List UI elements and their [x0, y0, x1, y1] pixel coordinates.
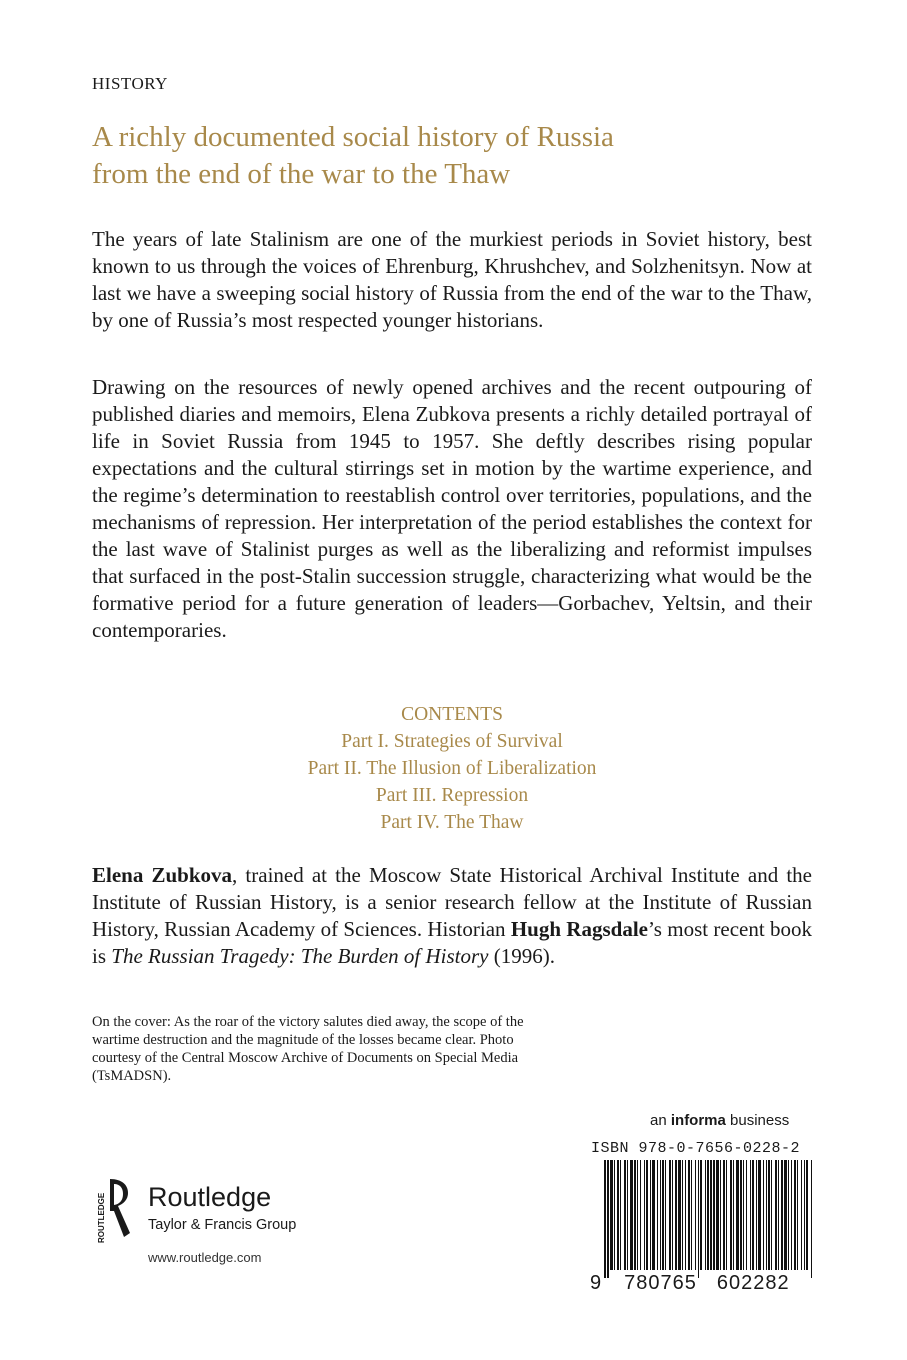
barcode-bar	[801, 1160, 802, 1270]
publisher-group: Taylor & Francis Group	[148, 1217, 297, 1233]
routledge-logo-vertical-text: ROUTLEDGE	[97, 1192, 106, 1243]
barcode-digits-left: 780765	[624, 1272, 697, 1294]
barcode-bar	[752, 1160, 754, 1270]
barcode-bar	[794, 1160, 796, 1270]
translator-bio-text: ’s most recent book is	[92, 917, 812, 968]
barcode-bar	[688, 1160, 690, 1270]
routledge-logo-icon	[96, 1175, 136, 1245]
barcode-bar	[675, 1160, 677, 1270]
publisher-url: www.routledge.com	[148, 1250, 262, 1265]
barcode-bar	[758, 1160, 761, 1270]
barcode-bar	[743, 1160, 744, 1270]
contents-heading: CONTENTS	[401, 704, 503, 725]
barcode-bar	[788, 1160, 789, 1270]
barcode-bar	[750, 1160, 751, 1270]
barcode-bar	[733, 1160, 734, 1270]
barcode-bar	[610, 1160, 613, 1270]
barcode-bar	[672, 1160, 673, 1270]
barcode-bar	[640, 1160, 641, 1270]
headline	[92, 119, 822, 193]
contents-item: Part I. Strategies of Survival	[341, 731, 563, 752]
isbn-text: ISBN 978-0-7656-0228-2	[591, 1140, 801, 1157]
barcode-bar	[620, 1160, 621, 1270]
barcode-bar	[775, 1160, 777, 1270]
barcode-bar	[614, 1160, 615, 1270]
headline-line-2: from the end of the war to the Thaw	[92, 158, 511, 190]
publisher-name: Routledge	[148, 1182, 272, 1212]
book-year: (1996).	[488, 944, 555, 968]
barcode-digit-first: 9	[590, 1272, 603, 1294]
description-paragraph-2: Drawing on the resources of newly opened archives and the recent outpouring of published diaries and memoirs, Elena Zubkova presents a richly detailed portrayal of life in Soviet Russia from 1945 to 1957. She deftly describes rising popular expectations and the cultural stirrings set in motion by the wartime experience, and the regime’s determination to reestablish control over territories, populations, and the mechanisms of repression. Her interpretation of the period establishes the context for the last wave of Stalinist purges as well as the liberalizing and reformist impulses that surfaced in the post-Stalin succession struggle, characterizing what would be the formative period for a future generation of leaders—Gorbachev, Yeltsin, and their contemporaries.	[92, 375, 812, 642]
barcode-bar	[678, 1160, 681, 1270]
informa-business-tagline	[650, 1112, 789, 1129]
book-title: The Russian Tragedy: The Burden of History	[111, 944, 489, 968]
barcode-bar	[637, 1160, 638, 1270]
barcode-digits	[590, 1272, 816, 1295]
contents-item: Part II. The Illusion of Liberalization	[307, 758, 597, 779]
barcode-bar	[650, 1160, 651, 1270]
barcode-bar	[685, 1160, 686, 1270]
barcode-bar	[740, 1160, 742, 1270]
informa-prefix: an	[650, 1112, 671, 1129]
barcode-bar	[705, 1160, 706, 1270]
barcode-bar	[644, 1160, 645, 1270]
barcode-digits-right: 602282	[716, 1272, 790, 1294]
barcode-bar	[662, 1160, 664, 1270]
barcode-bar	[660, 1160, 661, 1270]
barcode-bar	[707, 1160, 709, 1270]
barcode-bar	[771, 1160, 772, 1270]
barcode-bar	[698, 1160, 699, 1278]
author-bio-text: , trained at the Moscow State Historical Archival Institute and the Institute of Russian History, is a senior research fellow at the Institute of Russian History, Russian Academy of Sciences. Historian	[92, 863, 813, 941]
routledge-logo-shape	[110, 1179, 130, 1237]
barcode-bar	[646, 1160, 648, 1270]
barcode-bar	[778, 1160, 779, 1270]
barcode-bar	[716, 1160, 719, 1270]
barcode-bar	[630, 1160, 633, 1270]
barcode-bar	[627, 1160, 628, 1270]
barcode	[590, 1160, 816, 1278]
barcode-bar	[811, 1160, 812, 1278]
barcode-bar	[746, 1160, 747, 1270]
barcode-bar	[720, 1160, 721, 1270]
barcode-bar	[652, 1160, 655, 1270]
barcode-bar	[763, 1160, 764, 1270]
author-name: Elena Zubkova	[92, 863, 233, 887]
barcode-bar	[768, 1160, 770, 1270]
barcode-bar	[784, 1160, 787, 1270]
barcode-bar	[756, 1160, 757, 1270]
contents-item: Part III. Repression	[375, 785, 529, 806]
barcode-bar	[604, 1160, 606, 1278]
barcode-bar	[617, 1160, 619, 1270]
barcode-bar	[624, 1160, 626, 1270]
barcode-bar	[665, 1160, 666, 1270]
barcode-bar	[806, 1160, 808, 1270]
barcode-bar	[736, 1160, 739, 1270]
informa-brand: informa	[670, 1112, 726, 1129]
barcode-bar	[657, 1160, 658, 1270]
contents-list	[92, 701, 812, 836]
barcode-bar	[791, 1160, 792, 1270]
category-label: HISTORY	[92, 74, 168, 93]
informa-suffix: business	[725, 1112, 790, 1129]
barcode-bar	[607, 1160, 609, 1278]
barcode-bar	[669, 1160, 671, 1270]
barcode-bar	[713, 1160, 715, 1270]
barcode-bar	[682, 1160, 683, 1270]
barcode-bar	[730, 1160, 732, 1270]
barcode-bar	[710, 1160, 712, 1270]
barcode-bar	[700, 1160, 702, 1270]
barcode-bar	[781, 1160, 783, 1270]
author-bio	[92, 862, 812, 970]
cover-note: On the cover: As the roar of the victory salutes died away, the scope of the wartime destruction and the magnitude of the losses became clear. Photo courtesy of the Central Moscow Archive of Documents on Special Media (TsMADSN).	[92, 1014, 524, 1084]
description-paragraph-1: The years of late Stalinism are one of the murkiest periods in Soviet history, best known to us through the voices of Ehrenburg, Khrushchev, and Solzhenitsyn. Now at last we have a sweeping social history of Russia from the end of the war to the Thaw, by one of Russia’s most respected younger historians.	[92, 227, 812, 332]
headline-line-1: A richly documented social history of Russia	[92, 121, 614, 153]
barcode-bar	[797, 1160, 798, 1270]
contents-item: Part IV. The Thaw	[380, 812, 524, 833]
barcode-bar	[634, 1160, 636, 1270]
barcode-bar	[726, 1160, 727, 1270]
barcode-bar	[695, 1160, 696, 1270]
barcode-bar	[691, 1160, 692, 1270]
barcode-bar	[804, 1160, 805, 1270]
translator-name: Hugh Ragsdale	[510, 917, 648, 941]
barcode-bar	[766, 1160, 767, 1270]
barcode-bar	[723, 1160, 725, 1270]
